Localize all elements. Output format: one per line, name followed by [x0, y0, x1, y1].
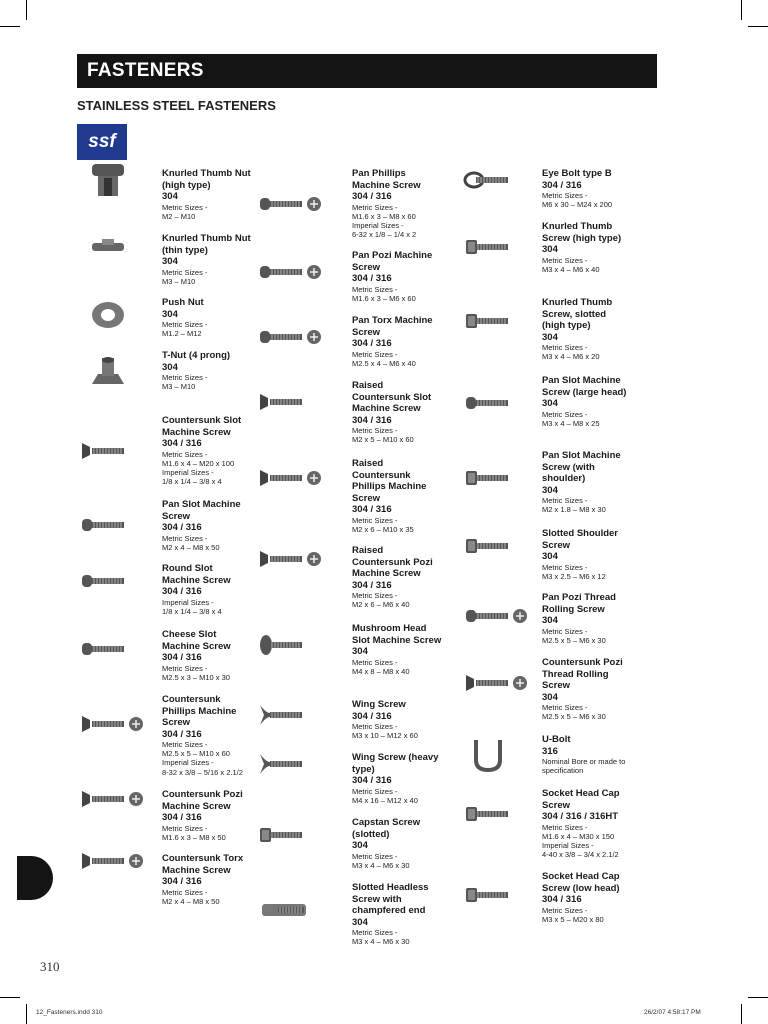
product-size: Metric Sizes -	[162, 320, 208, 329]
product-name: Pan Pozi Machine Screw	[352, 250, 433, 273]
product-name: Pan Slot Machine Screw (with shoulder)	[542, 450, 621, 484]
product-name: Socket Head Cap Screw	[542, 788, 620, 811]
product-grade: 304 / 316	[352, 710, 392, 722]
product-size: M2 x 4 – M8 x 50	[162, 542, 220, 552]
product-size: Metric Sizes -	[162, 373, 208, 382]
u-bolt-icon	[462, 734, 534, 779]
product-grade: 304	[542, 551, 558, 562]
product-size: M3 x 4 – M8 x 25	[542, 418, 600, 428]
raised-countersunk-pozi-screw-icon	[256, 539, 328, 584]
product-entry	[352, 817, 444, 870]
product-grade: 304 / 316	[352, 414, 392, 426]
product-name: Push Nut	[162, 297, 204, 308]
pan-phillips-screw-icon	[256, 184, 328, 229]
knurled-thumb-nut-thin-icon	[78, 229, 138, 274]
product-size: 6-32 x 1/8 – 1/4 x 2	[352, 230, 417, 240]
product-grade: 304	[352, 840, 368, 851]
product-size: M2.5 x 5 – M10 x 60	[162, 749, 230, 759]
product-entry	[162, 853, 252, 906]
product-size: M3 – M10	[162, 382, 196, 392]
product-name: Mushroom Head Slot Machine Screw	[352, 623, 442, 646]
product-size: Metric Sizes -	[542, 343, 588, 352]
product-size: M2 x 1.8 – M8 x 30	[542, 505, 606, 515]
product-size: Metric Sizes -	[542, 703, 588, 712]
countersunk-torx-screw-icon	[78, 841, 150, 886]
product-size: 1/8 x 1/4 – 3/8 x 4	[162, 606, 222, 616]
crop-mark	[741, 1004, 742, 1024]
product-entry	[352, 168, 444, 239]
product-grade: 304 / 316	[352, 273, 392, 284]
product-size: M4 x 16 – M12 x 40	[352, 795, 418, 805]
product-size: 8-32 x 3/8 – 5/16 x 2.1/2	[162, 767, 243, 777]
product-name: Slotted Shoulder Screw	[542, 528, 618, 551]
product-grade: 304	[542, 331, 558, 343]
product-entry	[542, 297, 630, 361]
product-size: Metric Sizes -	[542, 822, 588, 832]
product-size: M2 x 6 – M10 x 35	[352, 524, 414, 534]
pan-slot-large-head-screw-icon	[462, 383, 534, 428]
product-entry	[542, 450, 630, 514]
crop-mark	[0, 997, 20, 998]
product-size: M2 x 4 – M8 x 50	[162, 896, 220, 906]
product-grade: 304 / 316	[542, 179, 582, 191]
product-grade: 304	[542, 615, 558, 626]
product-size: Imperial Sizes -	[162, 467, 214, 477]
product-name: Raised Countersunk Phillips Machine Screw	[352, 458, 427, 504]
product-size: M1.6 x 3 – M6 x 60	[352, 293, 416, 303]
product-grade: 304 / 316	[352, 775, 392, 786]
crop-mark	[748, 997, 768, 998]
pan-slot-screw-icon	[78, 505, 150, 550]
product-name: Countersunk Slot Machine Screw	[162, 415, 242, 438]
product-grade: 304	[162, 361, 178, 373]
product-size: M2.5 x 3 – M10 x 30	[162, 672, 230, 682]
product-grade: 304 / 316	[352, 338, 392, 349]
product-grade: 304	[162, 256, 178, 267]
socket-head-cap-screw-icon	[462, 794, 534, 839]
product-name: Countersunk Torx Machine Screw	[162, 853, 244, 876]
product-size: Metric Sizes -	[352, 786, 398, 796]
product-name: Pan Slot Machine Screw (large head)	[542, 375, 627, 398]
product-size: Metric Sizes -	[542, 191, 588, 200]
product-size: Metric Sizes -	[162, 267, 208, 277]
knurled-thumb-screw-icon	[462, 227, 534, 272]
product-size: Metric Sizes -	[352, 202, 398, 212]
product-entry	[542, 168, 630, 209]
product-size: 4-40 x 3/8 – 3/4 x 2.1/2	[542, 850, 619, 860]
product-entry	[162, 415, 252, 486]
product-size: M1.6 x 4 – M20 x 100	[162, 458, 235, 468]
mushroom-head-screw-icon	[256, 625, 328, 670]
product-entry	[352, 752, 444, 805]
product-name: Knurled Thumb Nut (high type)	[162, 168, 251, 191]
t-nut-icon	[78, 352, 138, 397]
slotted-headless-screw-icon	[256, 890, 328, 935]
product-size: M6 x 30 – M24 x 200	[542, 200, 613, 210]
product-entry	[352, 545, 444, 609]
product-size: Metric Sizes -	[542, 626, 588, 636]
product-grade: 304 / 316 / 316HT	[542, 811, 619, 822]
product-entry	[162, 233, 252, 286]
footer-file: 12_Fasteners.indd 310	[36, 1009, 103, 1016]
crop-mark	[26, 1004, 27, 1024]
product-size: Metric Sizes -	[542, 562, 588, 572]
product-size: Nominal Bore or made to specification	[542, 757, 626, 776]
product-grade: 304	[352, 916, 368, 928]
product-grade: 304	[542, 244, 558, 255]
product-grade: 304 / 316	[352, 191, 392, 202]
wing-screw-icon	[256, 695, 328, 740]
product-size: Metric Sizes -	[352, 591, 398, 600]
product-name: Raised Countersunk Pozi Machine Screw	[352, 545, 433, 579]
countersunk-slot-screw-icon	[78, 431, 150, 476]
section-subtitle: STAINLESS STEEL FASTENERS	[77, 98, 276, 113]
product-size: M1.2 – M12	[162, 329, 202, 339]
product-name: Knurled Thumb Nut (thin type)	[162, 233, 251, 256]
pan-pozi-thread-rolling-screw-icon	[462, 596, 534, 641]
pan-pozi-screw-icon	[256, 252, 328, 297]
wing-screw-heavy-icon	[256, 744, 328, 789]
product-grade: 304 / 316	[162, 438, 202, 449]
product-grade: 304 / 316	[162, 586, 202, 597]
page-number: 310	[40, 959, 60, 974]
product-size: 1/8 x 1/4 – 3/8 x 4	[162, 477, 222, 487]
capstan-screw-icon	[256, 815, 328, 860]
product-size: M2 x 5 – M10 x 60	[352, 435, 414, 445]
product-size: Metric Sizes -	[162, 823, 208, 833]
product-size: Metric Sizes -	[162, 449, 208, 459]
product-entry	[352, 699, 444, 740]
product-size: Metric Sizes -	[352, 851, 398, 861]
product-size: M2.5 x 5 – M6 x 30	[542, 712, 606, 722]
product-size: Metric Sizes -	[162, 740, 208, 749]
product-entry	[352, 458, 444, 534]
product-size: Metric Sizes -	[352, 657, 398, 667]
product-name: Cheese Slot Machine Screw	[162, 629, 231, 652]
product-entry	[352, 882, 444, 946]
product-size: Metric Sizes -	[162, 887, 208, 897]
product-grade: 304	[162, 191, 178, 202]
product-size: Metric Sizes -	[352, 284, 398, 294]
push-nut-icon	[78, 295, 138, 340]
product-name: Pan Phillips Machine Screw	[352, 168, 421, 191]
product-size: M3 x 4 – M6 x 30	[352, 860, 410, 870]
product-entry	[352, 315, 444, 368]
product-size: Metric Sizes -	[352, 426, 398, 435]
round-slot-screw-icon	[78, 561, 150, 606]
raised-countersunk-slot-screw-icon	[256, 382, 328, 427]
product-size: Imperial Sizes -	[162, 758, 214, 768]
product-entry	[352, 250, 444, 303]
knurled-thumb-screw-slotted-icon	[462, 301, 534, 346]
section-tab	[17, 856, 53, 900]
product-name: Knurled Thumb Screw (high type)	[542, 221, 622, 244]
slotted-shoulder-screw-icon	[462, 526, 534, 571]
product-name: Raised Countersunk Slot Machine Screw	[352, 380, 432, 414]
socket-head-low-screw-icon	[462, 875, 534, 920]
countersunk-pozi-thread-rolling-screw-icon	[462, 663, 534, 708]
product-size: M1.6 x 3 – M8 x 50	[162, 832, 226, 842]
product-size: M2.5 x 4 – M6 x 40	[352, 358, 416, 368]
product-grade: 304 / 316	[162, 728, 202, 740]
product-size: M1.6 x 4 – M30 x 150	[542, 831, 615, 841]
product-name: Wing Screw (heavy type)	[352, 752, 439, 775]
product-size: Metric Sizes -	[352, 515, 398, 525]
product-entry	[352, 623, 444, 676]
product-size: Metric Sizes -	[542, 409, 588, 419]
product-name: Round Slot Machine Screw	[162, 563, 231, 586]
crop-mark	[741, 0, 742, 20]
pan-slot-shoulder-screw-icon	[462, 458, 534, 503]
countersunk-phillips-screw-icon	[78, 704, 150, 749]
product-grade: 304 / 316	[162, 522, 202, 533]
product-grade: 304 / 316	[162, 876, 202, 887]
product-name: Knurled Thumb Screw, slotted (high type)	[542, 297, 613, 331]
product-size: Imperial Sizes -	[162, 597, 214, 607]
knurled-thumb-nut-high-icon	[78, 160, 138, 205]
product-entry	[542, 221, 630, 274]
product-grade: 304	[542, 484, 558, 496]
product-size: Metric Sizes -	[352, 349, 398, 359]
product-size: Metric Sizes -	[542, 905, 588, 915]
crop-mark	[748, 26, 768, 27]
raised-countersunk-phillips-screw-icon	[256, 458, 328, 503]
product-grade: 316	[542, 745, 558, 757]
product-size: Metric Sizes -	[162, 202, 208, 212]
product-size: Metric Sizes -	[162, 533, 208, 543]
product-name: Slotted Headless Screw with champfered end	[352, 882, 429, 916]
product-grade: 304	[352, 646, 368, 657]
product-entry	[542, 788, 630, 859]
product-size: M1.6 x 3 – M8 x 60	[352, 211, 416, 221]
product-size: M3 x 2.5 – M6 x 12	[542, 571, 606, 581]
product-name: U-Bolt	[542, 734, 571, 745]
product-size: Metric Sizes -	[542, 496, 588, 505]
product-entry	[162, 789, 252, 842]
product-name: Countersunk Pozi Thread Rolling Screw	[542, 657, 623, 691]
product-grade: 304	[162, 308, 178, 320]
product-entry	[542, 528, 630, 581]
header-banner	[77, 54, 657, 88]
countersunk-pozi-screw-icon	[78, 779, 150, 824]
footer-date: 26/2/07 4:58:17 PM	[644, 1009, 701, 1016]
product-entry	[542, 871, 630, 924]
cheese-slot-screw-icon	[78, 629, 150, 674]
product-entry	[542, 375, 630, 428]
product-name: Socket Head Cap Screw (low head)	[542, 871, 620, 894]
product-name: Pan Pozi Thread Rolling Screw	[542, 592, 616, 615]
product-size: M3 x 5 – M20 x 80	[542, 914, 604, 924]
product-size: M2 x 6 – M6 x 40	[352, 600, 410, 610]
product-grade: 304 / 316	[352, 504, 392, 515]
product-size: Metric Sizes -	[352, 928, 398, 937]
product-size: Metric Sizes -	[542, 255, 588, 265]
product-size: M2 – M10	[162, 211, 196, 221]
product-grade: 304	[542, 398, 558, 409]
product-name: Eye Bolt type B	[542, 168, 612, 179]
product-size: Metric Sizes -	[162, 663, 208, 673]
product-entry	[162, 297, 252, 338]
product-size: M3 x 10 – M12 x 60	[352, 731, 418, 741]
product-size: M3 x 4 – M6 x 30	[352, 937, 410, 947]
product-name: Capstan Screw (slotted)	[352, 817, 421, 840]
product-size: M4 x 8 – M8 x 40	[352, 666, 410, 676]
product-entry	[162, 499, 252, 552]
product-size: M3 x 4 – M6 x 40	[542, 264, 600, 274]
product-entry	[542, 734, 630, 775]
crop-mark	[26, 0, 27, 20]
product-grade: 304 / 316	[162, 812, 202, 823]
product-grade: 304 / 316	[352, 579, 392, 591]
product-entry	[162, 168, 252, 221]
product-grade: 304 / 316	[542, 894, 582, 905]
ssf-logo: ssf	[77, 124, 127, 160]
pan-torx-screw-icon	[256, 317, 328, 362]
page-title: FASTENERS	[87, 60, 204, 81]
product-entry	[352, 380, 444, 444]
product-entry	[542, 592, 630, 645]
product-size: M3 x 4 – M6 x 20	[542, 352, 600, 362]
product-size: Metric Sizes -	[352, 722, 398, 731]
product-size: M2.5 x 5 – M6 x 30	[542, 635, 606, 645]
product-name: Pan Torx Machine Screw	[352, 315, 433, 338]
product-name: Countersunk Pozi Machine Screw	[162, 789, 243, 812]
product-entry	[162, 629, 252, 682]
product-entry	[162, 694, 252, 777]
product-size: Imperial Sizes -	[542, 840, 594, 850]
product-entry	[542, 657, 630, 721]
product-grade: 304 / 316	[162, 652, 202, 663]
product-name: Pan Slot Machine Screw	[162, 499, 241, 522]
product-entry	[162, 350, 252, 391]
product-entry	[162, 563, 252, 616]
product-name: T-Nut (4 prong)	[162, 350, 231, 361]
product-size: M3 – M10	[162, 276, 196, 286]
product-name: Wing Screw	[352, 699, 406, 710]
product-name: Countersunk Phillips Machine Screw	[162, 694, 237, 728]
crop-mark	[0, 26, 20, 27]
product-grade: 304	[542, 691, 558, 703]
eye-bolt-icon	[462, 160, 534, 205]
product-size: Imperial Sizes -	[352, 220, 404, 230]
